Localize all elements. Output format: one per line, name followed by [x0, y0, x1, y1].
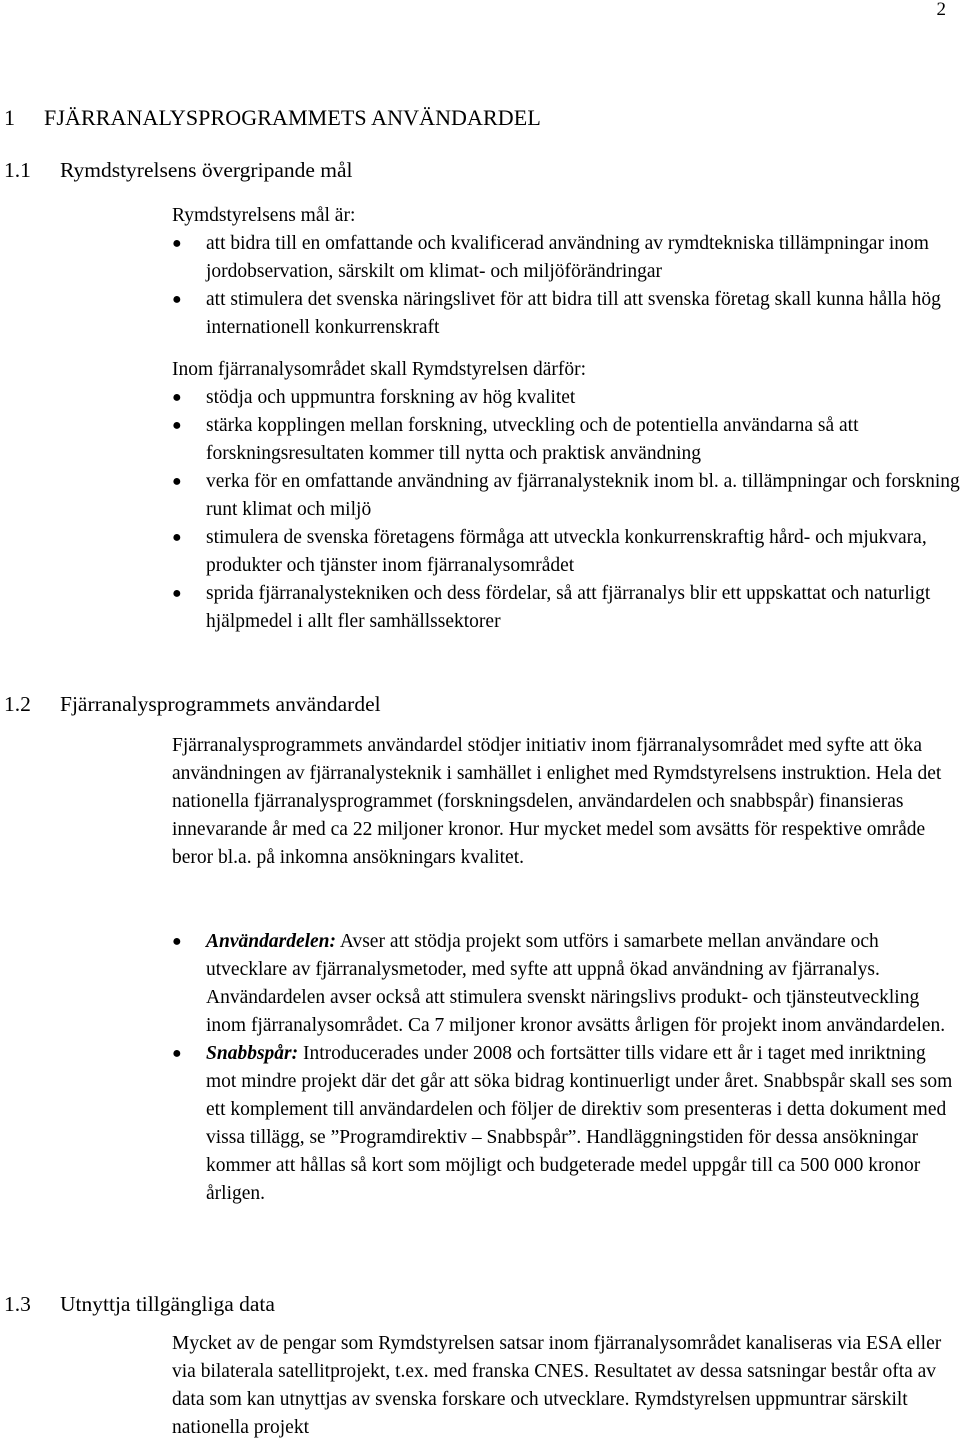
list-item — [172, 384, 960, 412]
section-1-2-list — [172, 928, 960, 1208]
bullet-icon: ● — [172, 389, 182, 406]
list-item — [172, 928, 960, 1040]
list-item-text: sprida fjärranalystekniken och dess fördelar, så att fjärranalys blir ett uppskattat och naturligt hjälpmedel i allt fler samhällssektorer — [206, 583, 931, 632]
list-item — [172, 468, 960, 524]
list-item-text: stärka kopplingen mellan forskning, utveckling och de potentiella användarna så att forskningsresultaten kommer till nytta och praktisk användning — [206, 415, 859, 464]
goals-list — [172, 230, 960, 342]
page-number: 2 — [936, 0, 946, 20]
section-number: 1.3 — [4, 1292, 31, 1316]
list-item — [172, 1040, 960, 1208]
term-label: Användardelen: — [206, 931, 337, 952]
section-1-3-paragraph: Mycket av de pengar som Rymdstyrelsen satsar inom fjärranalysområdet kanaliseras via ESA eller via bilaterala satellitprojekt, t.ex. med franska CNES. Resultatet av dessa satsningar består ofta av data som kan utnyttjas av svenska forskare och utvecklare. Rymdstyrelsen uppmuntrar särskilt nationella projekt — [172, 1333, 942, 1438]
bullet-icon: ● — [172, 933, 182, 950]
list-item — [172, 412, 960, 468]
section-number: 1 — [4, 105, 16, 130]
section-1-heading — [4, 104, 541, 132]
bullet-icon: ● — [172, 291, 182, 308]
list-item-text: verka för en omfattande användning av fjärranalysteknik inom bl. a. tillämpningar och forskning runt klimat och miljö — [206, 471, 960, 520]
actions-intro: Inom fjärranalysområdet skall Rymdstyrelsen därför: — [172, 359, 587, 380]
list-item — [172, 580, 960, 636]
list-item-text: att stimulera det svenska näringslivet för att bidra till att svenska företag skall kunna hålla hög internationell konkurrenskraft — [206, 289, 941, 338]
section-1-3-heading — [4, 1290, 275, 1318]
section-1-3-body — [172, 1330, 960, 1442]
bullet-icon: ● — [172, 585, 182, 602]
section-1-2-heading — [4, 690, 381, 718]
section-number: 1.2 — [4, 692, 31, 716]
bullet-icon: ● — [172, 1045, 182, 1062]
list-item-text: stödja och uppmuntra forskning av hög kvalitet — [206, 387, 576, 408]
section-1-1-heading — [4, 156, 353, 184]
actions-list — [172, 384, 960, 636]
section-1-2-paragraph: Fjärranalysprogrammets användardel stödjer initiativ inom fjärranalysområdet med syfte att öka användningen av fjärranalysteknik i samhället i enlighet med Rymdstyrelsens instruktion. Hela det nationella fjärranalysprogrammet (forskningsdelen, användardelen och snabbspår) finansieras innevarande år med ca 22 miljoner kronor. Hur mycket medel som avsätts för respektive område beror bl.a. på inkomna ansökningars kvalitet. — [172, 735, 942, 868]
bullet-icon: ● — [172, 417, 182, 434]
term-description: Introducerades under 2008 och fortsätter tills vidare ett år i taget med inriktning mot mindre projekt där det går att söka bidrag kontinuerligt under året. Snabbspår skall ses som ett komplement till användardelen och följer de direktiv som presenteras i detta dokument med vissa tillägg, se ”Programdirektiv – Snabbspår”. Handläggningstiden för dessa ansökningar kommer att hållas så kort som möjligt och budgeterade medel uppgår till ca 500 000 kronor årligen. — [206, 1043, 953, 1204]
bullet-icon: ● — [172, 473, 182, 490]
term-description: Avser att stödja projekt som utförs i samarbete mellan användare och utvecklare av fjärranalysmetoder, med syfte att uppnå ökad användning av fjärranalys. Användardelen avser också att stimulera svenskt näringslivs produkt- och tjänsteutveckling inom fjärranalysområdet. Ca 7 miljoner kronor avsätts årligen för projekt inom användardelen. — [206, 931, 946, 1036]
list-item — [172, 230, 960, 286]
section-title: Utnyttja tillgängliga data — [60, 1292, 275, 1316]
term-label: Snabbspår: — [206, 1043, 299, 1064]
section-1-2-body — [172, 732, 960, 872]
list-item — [172, 286, 960, 342]
section-title: FJÄRRANALYSPROGRAMMETS ANVÄNDARDEL — [44, 105, 541, 130]
list-item-text: stimulera de svenska företagens förmåga att utveckla konkurrenskraftig hård- och mjukvara, produkter och tjänster inom fjärranalysområdet — [206, 527, 927, 576]
list-item-text: att bidra till en omfattande och kvalificerad användning av rymdtekniska tillämpningar inom jordobservation, särskilt om klimat- och miljöförändringar — [206, 233, 929, 282]
section-number: 1.1 — [4, 158, 31, 182]
section-title: Rymdstyrelsens övergripande mål — [60, 158, 353, 182]
section-title: Fjärranalysprogrammets användardel — [60, 692, 381, 716]
goals-intro: Rymdstyrelsens mål är: — [172, 205, 356, 226]
bullet-icon: ● — [172, 235, 182, 252]
bullet-icon: ● — [172, 529, 182, 546]
list-item — [172, 524, 960, 580]
section-1-1-body — [172, 202, 960, 636]
